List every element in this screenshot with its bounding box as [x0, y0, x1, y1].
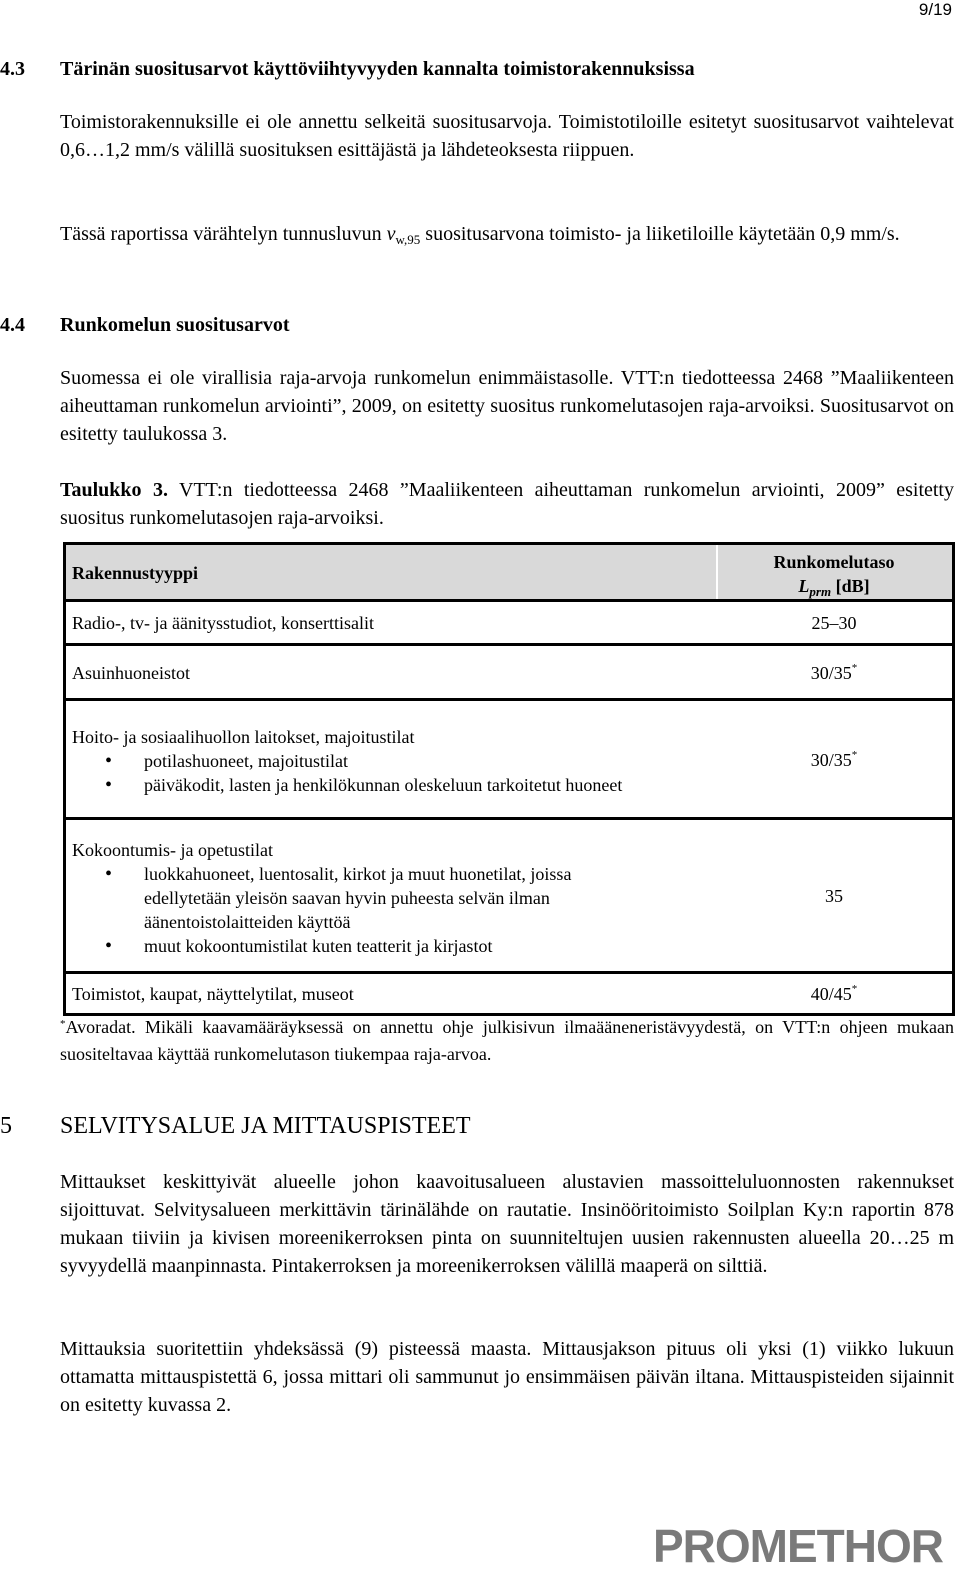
caption-text: VTT:n tiedotteessa 2468 ”Maaliikenteen aiheuttaman runkomelun arviointi, 2009” esitetty suositus runkomelutasojen raja-arvoiksi. [60, 479, 954, 529]
section-number: 4.3 [0, 58, 25, 80]
caption-label: Taulukko 3. [60, 479, 168, 501]
section-heading-4-4 [0, 314, 290, 337]
section-title: Tärinän suositusarvot käyttöviihtyvyyden kannalta toimistorakennuksissa [60, 58, 695, 80]
paragraph: Tässä raportissa värähtelyn tunnusluvun $v_{w,95}$ suositusarvona toimisto- ja liiketiloille käytetään 0,9 mm/s. [60, 223, 900, 247]
section-title: SELVITYSALUE JA MITTAUSPISTEET [60, 1113, 471, 1139]
page-number: 9/19 [918, 0, 952, 19]
table-caption [60, 476, 954, 532]
list-item: • päiväkodit, lasten ja henkilökunnan oleskeluun tarkoitetut huoneet [72, 773, 712, 797]
section-title: Runkomelun suositusarvot [60, 314, 290, 336]
section-number: 4.4 [0, 314, 25, 336]
logo-text: PROMETHOR [653, 1520, 943, 1570]
limit-values-table: Rakennustyyppi Runkomelutaso $L_{prm}$ [dB] Radio-, tv- ja äänitysstudiot, konserttisalit 25–30 Asuinhuoneistot 30/35* Hoito- ja sosiaalihuollon laitokset, majoitustilat • potilashuoneet, majoitustilat • päiväkodit, lasten ja henkilökunnan oleskeluun tarkoitetut huoneet 30/35* Kokoontumis- ja opetustilat • luokkahuoneet, luentosalit, kirkot ja muut huonetilat, joissa edellytetään yleisön saavan hyvin puheesta selvän ilman äänentoistolaitteiden käyttöä • muut kokoontumistilat kuten teatterit ja kirjastot 35 Toimistot, kaupat, näyttelytilat, museot 40/45* [63, 542, 955, 1016]
header-noise-level: Runkomelutaso $L_{prm}$ [dB] [773, 552, 895, 599]
section-heading-5 [0, 1113, 471, 1140]
velocity-subscript: w,95 [395, 232, 421, 247]
promethor-logo [640, 1518, 956, 1570]
list-item: • luokkahuoneet, luentosalit, kirkot ja muut huonetilat, joissa edellytetään yleisön saavan hyvin puheesta selvän ilman äänentoistolaitteiden käyttöä [72, 862, 662, 934]
section-number: 5 [0, 1113, 12, 1139]
velocity-symbol: v [386, 223, 396, 245]
section-heading-4-3 [0, 58, 695, 81]
table-header [66, 545, 952, 599]
list-item: • muut kokoontumistilat kuten teatterit ja kirjastot [72, 934, 662, 958]
paragraph: Mittauksia suoritettiin yhdeksässä (9) pisteessä maasta. Mittausjakson pituus oli yksi (1) viikko lukuun ottamatta mittauspistettä 6, jossa mittari oli sammunut jo ensimmäisen päivän iltana. Mittauspisteiden sijainnit on esitetty kuvassa 2. [60, 1338, 954, 1416]
table-footnote: *Avoradat. Mikäli kaavamääräyksessä on annettu ohje julkisivun ilmaääneneristävyydestä, on VTT:n ohjeen mukaan suositeltavaa käyttää runkomelutason tiukempaa raja-arvoa. [60, 1017, 954, 1064]
paragraph: Suomessa ei ole virallisia raja-arvoja runkomelun enimmäistasolle. VTT:n tiedotteessa 2468 ”Maaliikenteen aiheuttaman runkomelun arviointi”, 2009, on esitetty suositus runkomelutasojen raja-arvoiksi. Suositusarvot on esitetty taulukossa 3. [60, 367, 954, 445]
paragraph: Toimistorakennuksille ei ole annettu selkeitä suositusarvoja. Toimistotiloille esitetyt suositusarvot vaihtelevat 0,6…1,2 mm/s välillä suosituksen esittäjästä ja lähdeteoksesta riippuen. [60, 111, 954, 161]
paragraph: Mittaukset keskittyivät alueelle johon kaavoitusalueen alustavien massoitteluluonnosten rakennukset sijoittuvat. Selvitysalueen merkittävin tärinälähde on rautatie. Insinööritoimisto Soilplan Ky:n raportin 878 mukaan tiiviin ja kivisen moreenikerroksen pinta on suunniteltujen uusien rakennusten alueella 20…25 m syvyydellä maanpinnasta. Pintakerroksen ja moreenikerroksen välillä maaperä on silttiä. [60, 1171, 954, 1277]
header-building-type: Rakennustyyppi [72, 563, 199, 583]
list-item: • potilashuoneet, majoitustilat [72, 749, 712, 773]
